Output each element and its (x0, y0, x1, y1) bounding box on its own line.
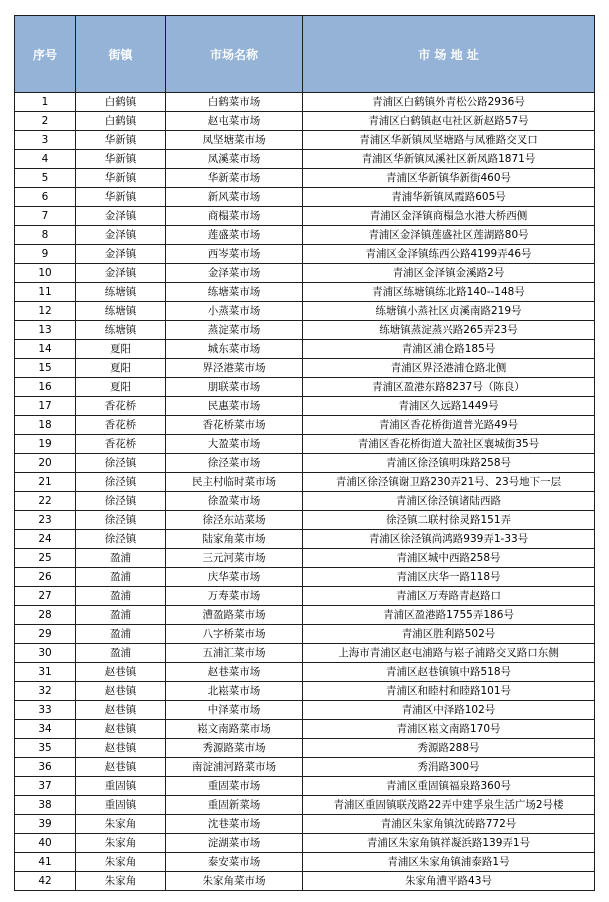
cell-market-name: 重固新菜场 (166, 796, 303, 815)
cell-index: 36 (15, 758, 76, 777)
table-row (15, 226, 595, 245)
cell-index: 41 (15, 853, 76, 872)
cell-market-address: 青浦区中泽路102号 (303, 701, 595, 720)
cell-market-name: 庆华菜市场 (166, 568, 303, 587)
header-index: 序号 (15, 16, 76, 93)
cell-index: 5 (15, 169, 76, 188)
cell-market-address: 青浦区徐泾镇明珠路258号 (303, 454, 595, 473)
cell-street-town: 盈浦 (76, 587, 166, 606)
cell-market-address: 青浦区重固镇联茂路22弄中建孚泉生活广场2号楼 (303, 796, 595, 815)
table-row (15, 454, 595, 473)
market-table (14, 15, 595, 891)
cell-street-town: 朱家角 (76, 815, 166, 834)
cell-index: 37 (15, 777, 76, 796)
cell-market-address: 青浦区徐泾镇谢卫路230弄21号、23号地下一层 (303, 473, 595, 492)
cell-index: 16 (15, 378, 76, 397)
cell-market-address: 青浦区华新镇凤坚塘路与凤雅路交叉口 (303, 131, 595, 150)
cell-index: 32 (15, 682, 76, 701)
cell-market-name: 城东菜市场 (166, 340, 303, 359)
cell-market-address: 青浦区金泽镇金溪路2号 (303, 264, 595, 283)
cell-street-town: 盈浦 (76, 625, 166, 644)
cell-street-town: 徐泾镇 (76, 511, 166, 530)
cell-street-town: 金泽镇 (76, 226, 166, 245)
cell-market-name: 徐盈菜市场 (166, 492, 303, 511)
cell-market-address: 青浦区白鹤镇赵屯社区新赵路57号 (303, 112, 595, 131)
table-row (15, 606, 595, 625)
table-row (15, 872, 595, 891)
cell-index: 7 (15, 207, 76, 226)
cell-street-town: 夏阳 (76, 378, 166, 397)
cell-street-town: 重固镇 (76, 777, 166, 796)
cell-index: 8 (15, 226, 76, 245)
cell-street-town: 徐泾镇 (76, 492, 166, 511)
cell-market-address: 练塘镇蒸淀蒸兴路265弄23号 (303, 321, 595, 340)
table-row (15, 112, 595, 131)
cell-market-name: 白鹤菜市场 (166, 93, 303, 112)
cell-index: 26 (15, 568, 76, 587)
cell-street-town: 盈浦 (76, 549, 166, 568)
table-row (15, 625, 595, 644)
table-row (15, 340, 595, 359)
cell-market-address: 青浦区崧文南路170号 (303, 720, 595, 739)
cell-market-name: 沈巷菜市场 (166, 815, 303, 834)
cell-street-town: 朱家角 (76, 872, 166, 891)
cell-market-address: 练塘镇小蒸社区贞溪南路219号 (303, 302, 595, 321)
cell-street-town: 香花桥 (76, 397, 166, 416)
cell-street-town: 赵巷镇 (76, 682, 166, 701)
table-row (15, 302, 595, 321)
table-row (15, 511, 595, 530)
cell-street-town: 盈浦 (76, 568, 166, 587)
table-row (15, 169, 595, 188)
cell-market-address: 青浦区万寿路青赵路口 (303, 587, 595, 606)
cell-index: 28 (15, 606, 76, 625)
cell-market-name: 商榻菜市场 (166, 207, 303, 226)
cell-market-address: 青浦华新镇凤霞路605号 (303, 188, 595, 207)
cell-index: 19 (15, 435, 76, 454)
cell-market-name: 五浦汇菜市场 (166, 644, 303, 663)
cell-street-town: 练塘镇 (76, 321, 166, 340)
cell-market-address: 青浦区白鹤镇外青松公路2936号 (303, 93, 595, 112)
cell-street-town: 香花桥 (76, 435, 166, 454)
table-row (15, 796, 595, 815)
cell-street-town: 华新镇 (76, 150, 166, 169)
cell-market-address: 青浦区香花桥街道普光路49号 (303, 416, 595, 435)
cell-market-address: 青浦区徐泾镇尚鸿路939弄1-33号 (303, 530, 595, 549)
table-row (15, 416, 595, 435)
cell-street-town: 华新镇 (76, 131, 166, 150)
cell-index: 25 (15, 549, 76, 568)
cell-market-name: 万寿菜市场 (166, 587, 303, 606)
cell-index: 9 (15, 245, 76, 264)
cell-market-address: 青浦区重固镇福泉路360号 (303, 777, 595, 796)
cell-index: 40 (15, 834, 76, 853)
cell-market-name: 南淀浦河路菜市场 (166, 758, 303, 777)
header-market-name: 市场名称 (166, 16, 303, 93)
cell-index: 17 (15, 397, 76, 416)
table-row (15, 777, 595, 796)
cell-market-address: 青浦区朱家角镇沈砖路772号 (303, 815, 595, 834)
cell-street-town: 徐泾镇 (76, 530, 166, 549)
header-street-town: 街镇 (76, 16, 166, 93)
cell-index: 35 (15, 739, 76, 758)
cell-market-address: 青浦区界泾港浦仓路北侧 (303, 359, 595, 378)
cell-market-name: 凤溪菜市场 (166, 150, 303, 169)
cell-street-town: 朱家角 (76, 834, 166, 853)
cell-index: 38 (15, 796, 76, 815)
cell-street-town: 华新镇 (76, 188, 166, 207)
cell-market-address: 秀涓路300号 (303, 758, 595, 777)
table-body (15, 93, 595, 891)
cell-index: 30 (15, 644, 76, 663)
cell-street-town: 金泽镇 (76, 245, 166, 264)
cell-street-town: 盈浦 (76, 606, 166, 625)
table-row (15, 834, 595, 853)
cell-market-name: 凤坚塘菜市场 (166, 131, 303, 150)
cell-market-address: 青浦区和睦村和睦路101号 (303, 682, 595, 701)
cell-index: 20 (15, 454, 76, 473)
cell-street-town: 白鹤镇 (76, 112, 166, 131)
cell-market-address: 青浦区金泽镇商榻急水港大桥西侧 (303, 207, 595, 226)
cell-market-name: 赵屯菜市场 (166, 112, 303, 131)
cell-market-address: 青浦区香花桥街道大盈社区襄城街35号 (303, 435, 595, 454)
cell-market-address: 青浦区胜利路502号 (303, 625, 595, 644)
cell-index: 33 (15, 701, 76, 720)
cell-street-town: 赵巷镇 (76, 663, 166, 682)
cell-market-address: 青浦区城中西路258号 (303, 549, 595, 568)
cell-market-address: 青浦区练塘镇练北路140--148号 (303, 283, 595, 302)
cell-index: 27 (15, 587, 76, 606)
cell-street-town: 赵巷镇 (76, 758, 166, 777)
cell-market-name: 新风菜市场 (166, 188, 303, 207)
cell-index: 4 (15, 150, 76, 169)
cell-market-address: 青浦区久远路1449号 (303, 397, 595, 416)
cell-market-name: 大盈菜市场 (166, 435, 303, 454)
table-row (15, 188, 595, 207)
cell-market-address: 青浦区徐泾镇诸陆西路 (303, 492, 595, 511)
cell-market-address: 青浦区华新镇华新街460号 (303, 169, 595, 188)
table-row (15, 492, 595, 511)
table-row (15, 93, 595, 112)
cell-market-address: 青浦区金泽镇莲盛社区莲湖路80号 (303, 226, 595, 245)
cell-market-name: 三元河菜市场 (166, 549, 303, 568)
cell-market-address: 青浦区盈港东路8237号（陈良） (303, 378, 595, 397)
table-row (15, 530, 595, 549)
cell-market-address: 上海市青浦区赵屯浦路与崧子浦路交叉路口东侧 (303, 644, 595, 663)
cell-street-town: 华新镇 (76, 169, 166, 188)
cell-street-town: 徐泾镇 (76, 454, 166, 473)
cell-index: 15 (15, 359, 76, 378)
table-row (15, 473, 595, 492)
table-row (15, 720, 595, 739)
cell-index: 24 (15, 530, 76, 549)
table-row (15, 283, 595, 302)
table-row (15, 587, 595, 606)
table-row (15, 758, 595, 777)
cell-market-name: 八字桥菜市场 (166, 625, 303, 644)
cell-market-address: 青浦区金泽镇练西公路4199弄46号 (303, 245, 595, 264)
cell-index: 22 (15, 492, 76, 511)
cell-index: 39 (15, 815, 76, 834)
cell-index: 29 (15, 625, 76, 644)
cell-market-address: 青浦区赵巷镇镇中路518号 (303, 663, 595, 682)
table-row (15, 663, 595, 682)
cell-market-name: 小蒸菜市场 (166, 302, 303, 321)
cell-market-name: 莲盛菜市场 (166, 226, 303, 245)
cell-market-name: 陆家角菜市场 (166, 530, 303, 549)
cell-market-name: 蒸淀菜市场 (166, 321, 303, 340)
cell-market-name: 重固菜市场 (166, 777, 303, 796)
table-row (15, 131, 595, 150)
cell-market-name: 徐泾菜市场 (166, 454, 303, 473)
table-row (15, 397, 595, 416)
table-row (15, 701, 595, 720)
cell-street-town: 练塘镇 (76, 283, 166, 302)
cell-market-name: 练塘菜市场 (166, 283, 303, 302)
cell-street-town: 练塘镇 (76, 302, 166, 321)
cell-market-address: 秀源路288号 (303, 739, 595, 758)
table-row (15, 359, 595, 378)
cell-market-address: 徐泾镇二联村徐灵路151弄 (303, 511, 595, 530)
table-row (15, 644, 595, 663)
cell-street-town: 重固镇 (76, 796, 166, 815)
cell-index: 11 (15, 283, 76, 302)
header-market-address: 市 场 地 址 (303, 16, 595, 93)
cell-index: 23 (15, 511, 76, 530)
cell-market-name: 漕盈路菜市场 (166, 606, 303, 625)
table-row (15, 549, 595, 568)
cell-street-town: 赵巷镇 (76, 701, 166, 720)
table-row (15, 207, 595, 226)
cell-market-address: 朱家角漕平路43号 (303, 872, 595, 891)
table-row (15, 378, 595, 397)
cell-index: 31 (15, 663, 76, 682)
cell-index: 6 (15, 188, 76, 207)
cell-street-town: 赵巷镇 (76, 720, 166, 739)
cell-market-name: 金泽菜市场 (166, 264, 303, 283)
cell-index: 21 (15, 473, 76, 492)
cell-market-name: 中泽菜市场 (166, 701, 303, 720)
table-row (15, 739, 595, 758)
cell-street-town: 徐泾镇 (76, 473, 166, 492)
cell-index: 14 (15, 340, 76, 359)
cell-market-name: 赵巷菜市场 (166, 663, 303, 682)
cell-market-name: 民主村临时菜市场 (166, 473, 303, 492)
cell-street-town: 金泽镇 (76, 207, 166, 226)
cell-street-town: 白鹤镇 (76, 93, 166, 112)
cell-street-town: 夏阳 (76, 359, 166, 378)
table-row (15, 568, 595, 587)
cell-index: 13 (15, 321, 76, 340)
cell-market-name: 华新菜市场 (166, 169, 303, 188)
cell-market-name: 民惠菜市场 (166, 397, 303, 416)
cell-market-name: 秀源路菜市场 (166, 739, 303, 758)
cell-market-name: 界泾港菜市场 (166, 359, 303, 378)
cell-index: 2 (15, 112, 76, 131)
cell-market-name: 朋联菜市场 (166, 378, 303, 397)
table-row (15, 264, 595, 283)
header-row (15, 16, 595, 93)
cell-street-town: 香花桥 (76, 416, 166, 435)
cell-market-name: 徐泾东站菜场 (166, 511, 303, 530)
cell-index: 18 (15, 416, 76, 435)
cell-index: 12 (15, 302, 76, 321)
cell-market-name: 朱家角菜市场 (166, 872, 303, 891)
cell-market-name: 香花桥菜市场 (166, 416, 303, 435)
cell-index: 3 (15, 131, 76, 150)
cell-index: 42 (15, 872, 76, 891)
cell-market-address: 青浦区朱家角镇祥凝浜路139弄1号 (303, 834, 595, 853)
cell-market-name: 崧文南路菜市场 (166, 720, 303, 739)
cell-market-name: 淀湖菜市场 (166, 834, 303, 853)
cell-street-town: 夏阳 (76, 340, 166, 359)
cell-street-town: 朱家角 (76, 853, 166, 872)
table-row (15, 815, 595, 834)
table-row (15, 321, 595, 340)
cell-market-name: 泰安菜市场 (166, 853, 303, 872)
cell-street-town: 金泽镇 (76, 264, 166, 283)
cell-index: 34 (15, 720, 76, 739)
cell-market-address: 青浦区朱家角镇浦泰路1号 (303, 853, 595, 872)
cell-index: 1 (15, 93, 76, 112)
table-row (15, 853, 595, 872)
cell-index: 10 (15, 264, 76, 283)
cell-market-name: 北崧菜市场 (166, 682, 303, 701)
table-row (15, 150, 595, 169)
cell-market-address: 青浦区浦仓路185号 (303, 340, 595, 359)
cell-market-address: 青浦区盈港路1755弄186号 (303, 606, 595, 625)
cell-market-address: 青浦区庆华一路118号 (303, 568, 595, 587)
table-header (15, 16, 595, 93)
table-row (15, 435, 595, 454)
cell-street-town: 盈浦 (76, 644, 166, 663)
table-row (15, 682, 595, 701)
cell-market-address: 青浦区华新镇凤溪社区新凤路1871号 (303, 150, 595, 169)
cell-street-town: 赵巷镇 (76, 739, 166, 758)
table-row (15, 245, 595, 264)
cell-market-name: 西岑菜市场 (166, 245, 303, 264)
